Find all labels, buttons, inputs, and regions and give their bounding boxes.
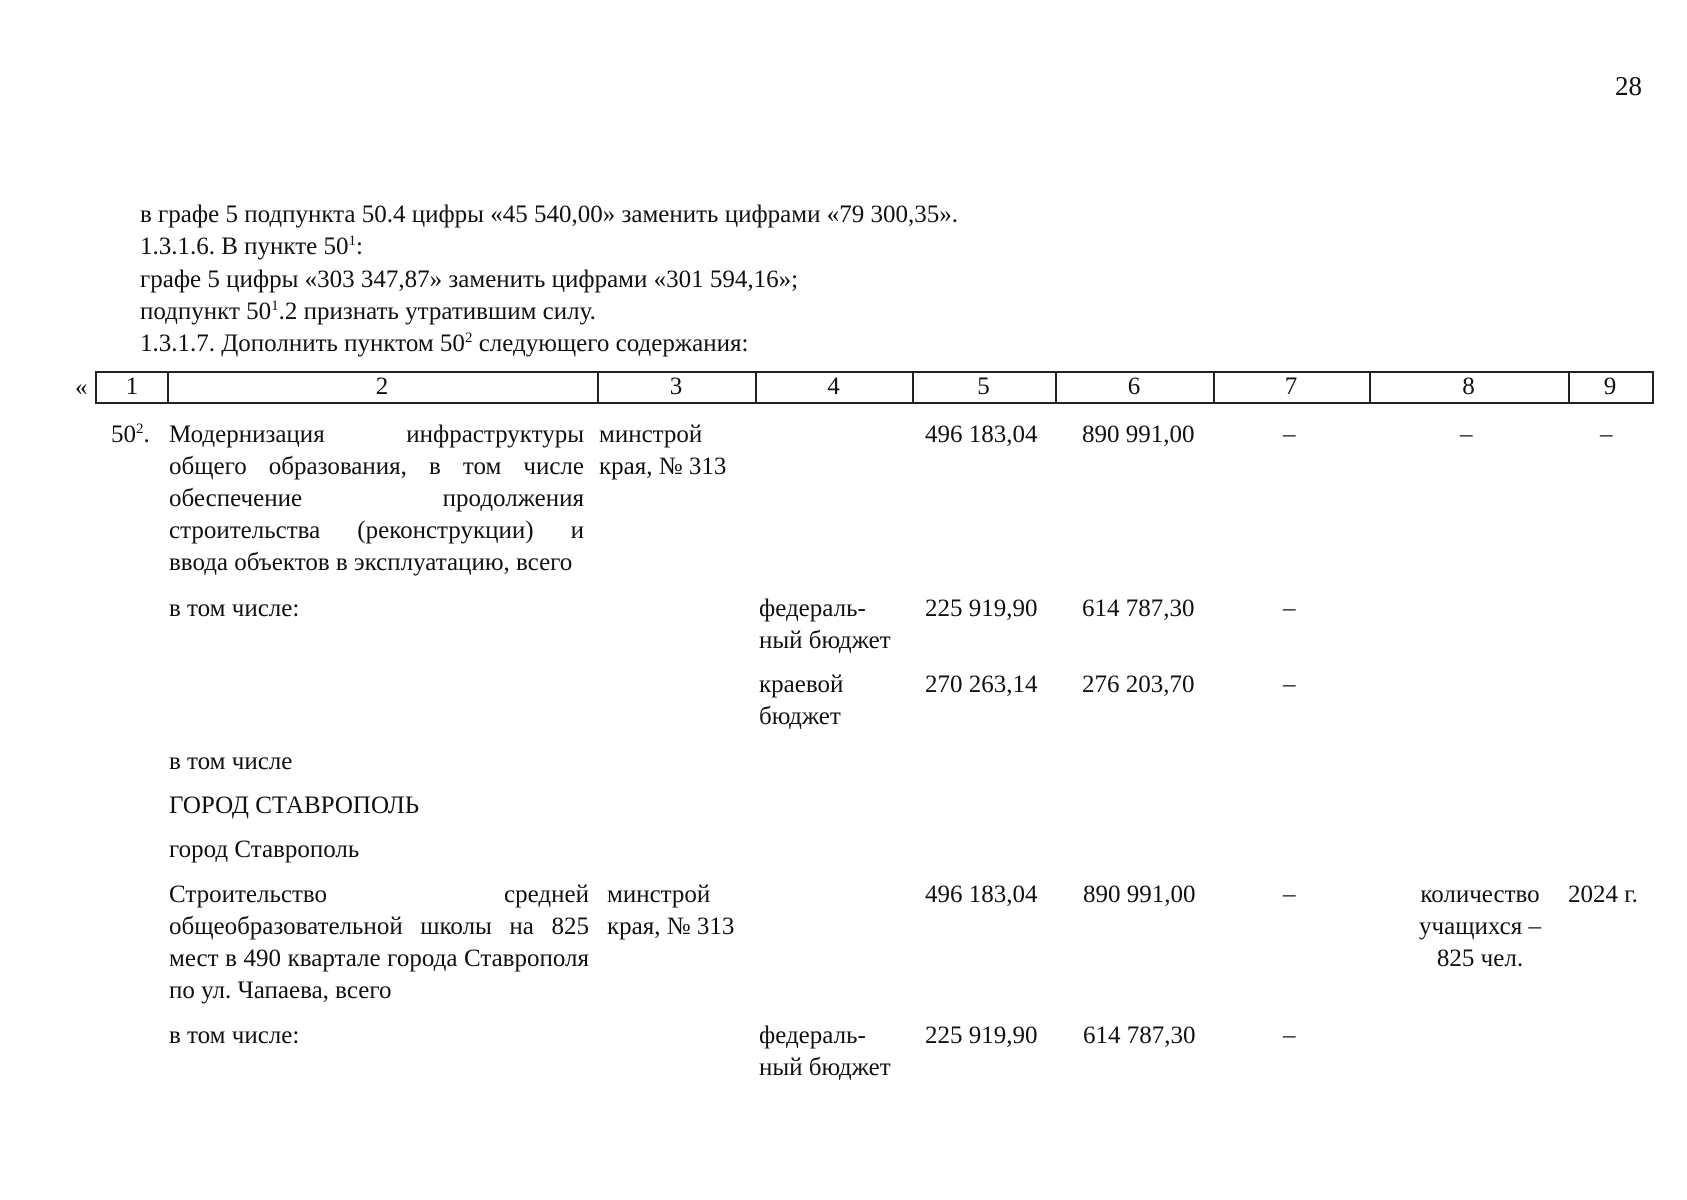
object-col6: 890 991,00 xyxy=(1083,881,1196,908)
object-responsible: минстрой края, № 313 xyxy=(607,881,735,940)
municipality-heading: ГОРОД СТАВРОПОЛЬ xyxy=(169,792,420,819)
object-federal-col7: – xyxy=(1283,1022,1296,1049)
object-col7: – xyxy=(1283,881,1296,908)
object-col9: 2024 г. xyxy=(1568,881,1638,908)
item-regional-col5: 270 263,14 xyxy=(925,671,1038,698)
header-col-5: 5 xyxy=(977,373,990,400)
item-federal-col5: 225 919,90 xyxy=(925,595,1038,622)
header-col-1: 1 xyxy=(125,373,139,400)
page-number: 28 xyxy=(1615,71,1642,101)
incl-label-2: в том числе xyxy=(169,748,293,775)
intro-line-4: подпункт $50^1.2$ признать утратившим силу. xyxy=(140,298,596,325)
header-col-3: 3 xyxy=(669,373,683,400)
municipality-name: город Ставрополь xyxy=(169,836,360,863)
item-name: Модернизация инфраструктуры общего образования, в том числе обеспечение продолжения строительства (реконструкции) и ввода объектов в эксплуатацию, всего xyxy=(169,421,584,576)
object-federal-col6: 614 787,30 xyxy=(1083,1022,1196,1049)
object-name: Строительство средней общеобразовательной школы на 825 мест в 490 квартале города Ставрополя по ул. Чапаева, всего xyxy=(169,881,589,1004)
header-col-2: 2 xyxy=(375,373,389,400)
open-quote: « xyxy=(75,374,88,401)
intro-line-5: 1.3.1.7. Дополнить пунктом $50^2$ следующего содержания: xyxy=(140,330,749,357)
item-incl-label: в том числе: xyxy=(169,595,300,622)
object-federal-source: федераль- ный бюджет xyxy=(759,1022,891,1081)
item-federal-col6: 614 787,30 xyxy=(1082,595,1195,622)
object-col5: 496 183,04 xyxy=(925,881,1038,908)
header-col-6: 6 xyxy=(1127,373,1141,400)
item-col8: – xyxy=(1460,421,1473,448)
object-incl-label: в том числе: xyxy=(169,1022,300,1049)
item-federal-col7: – xyxy=(1283,595,1296,622)
item-regional-source: краевой бюджет xyxy=(759,671,844,730)
item-col5: 496 183,04 xyxy=(925,421,1038,448)
item-col6: 890 991,00 xyxy=(1082,421,1195,448)
header-col-7: 7 xyxy=(1284,373,1298,400)
item-col9: – xyxy=(1600,421,1613,448)
object-col8: количество учащихся – 825 чел. xyxy=(1419,881,1541,972)
header-col-9: 9 xyxy=(1603,373,1617,400)
item-responsible: минстрой края, № 313 xyxy=(599,421,727,480)
item-regional-col7: – xyxy=(1283,671,1296,698)
item-number: $50^2$. xyxy=(111,421,150,448)
item-regional-col6: 276 203,70 xyxy=(1082,671,1195,698)
object-federal-col5: 225 919,90 xyxy=(925,1022,1038,1049)
intro-line-2: 1.3.1.6. В пункте $50^1$: xyxy=(140,233,363,260)
item-col7: – xyxy=(1283,421,1296,448)
column-number-header xyxy=(95,371,1654,404)
intro-line-1: в графе 5 подпункта 50.4 цифры «45 540,00» заменить цифрами «79 300,35». xyxy=(140,201,958,228)
header-col-8: 8 xyxy=(1462,373,1475,400)
intro-line-3: графе 5 цифры «303 347,87» заменить цифрами «301 594,16»; xyxy=(140,266,799,293)
header-col-4: 4 xyxy=(827,373,840,400)
item-federal-source: федераль- ный бюджет xyxy=(759,595,891,654)
